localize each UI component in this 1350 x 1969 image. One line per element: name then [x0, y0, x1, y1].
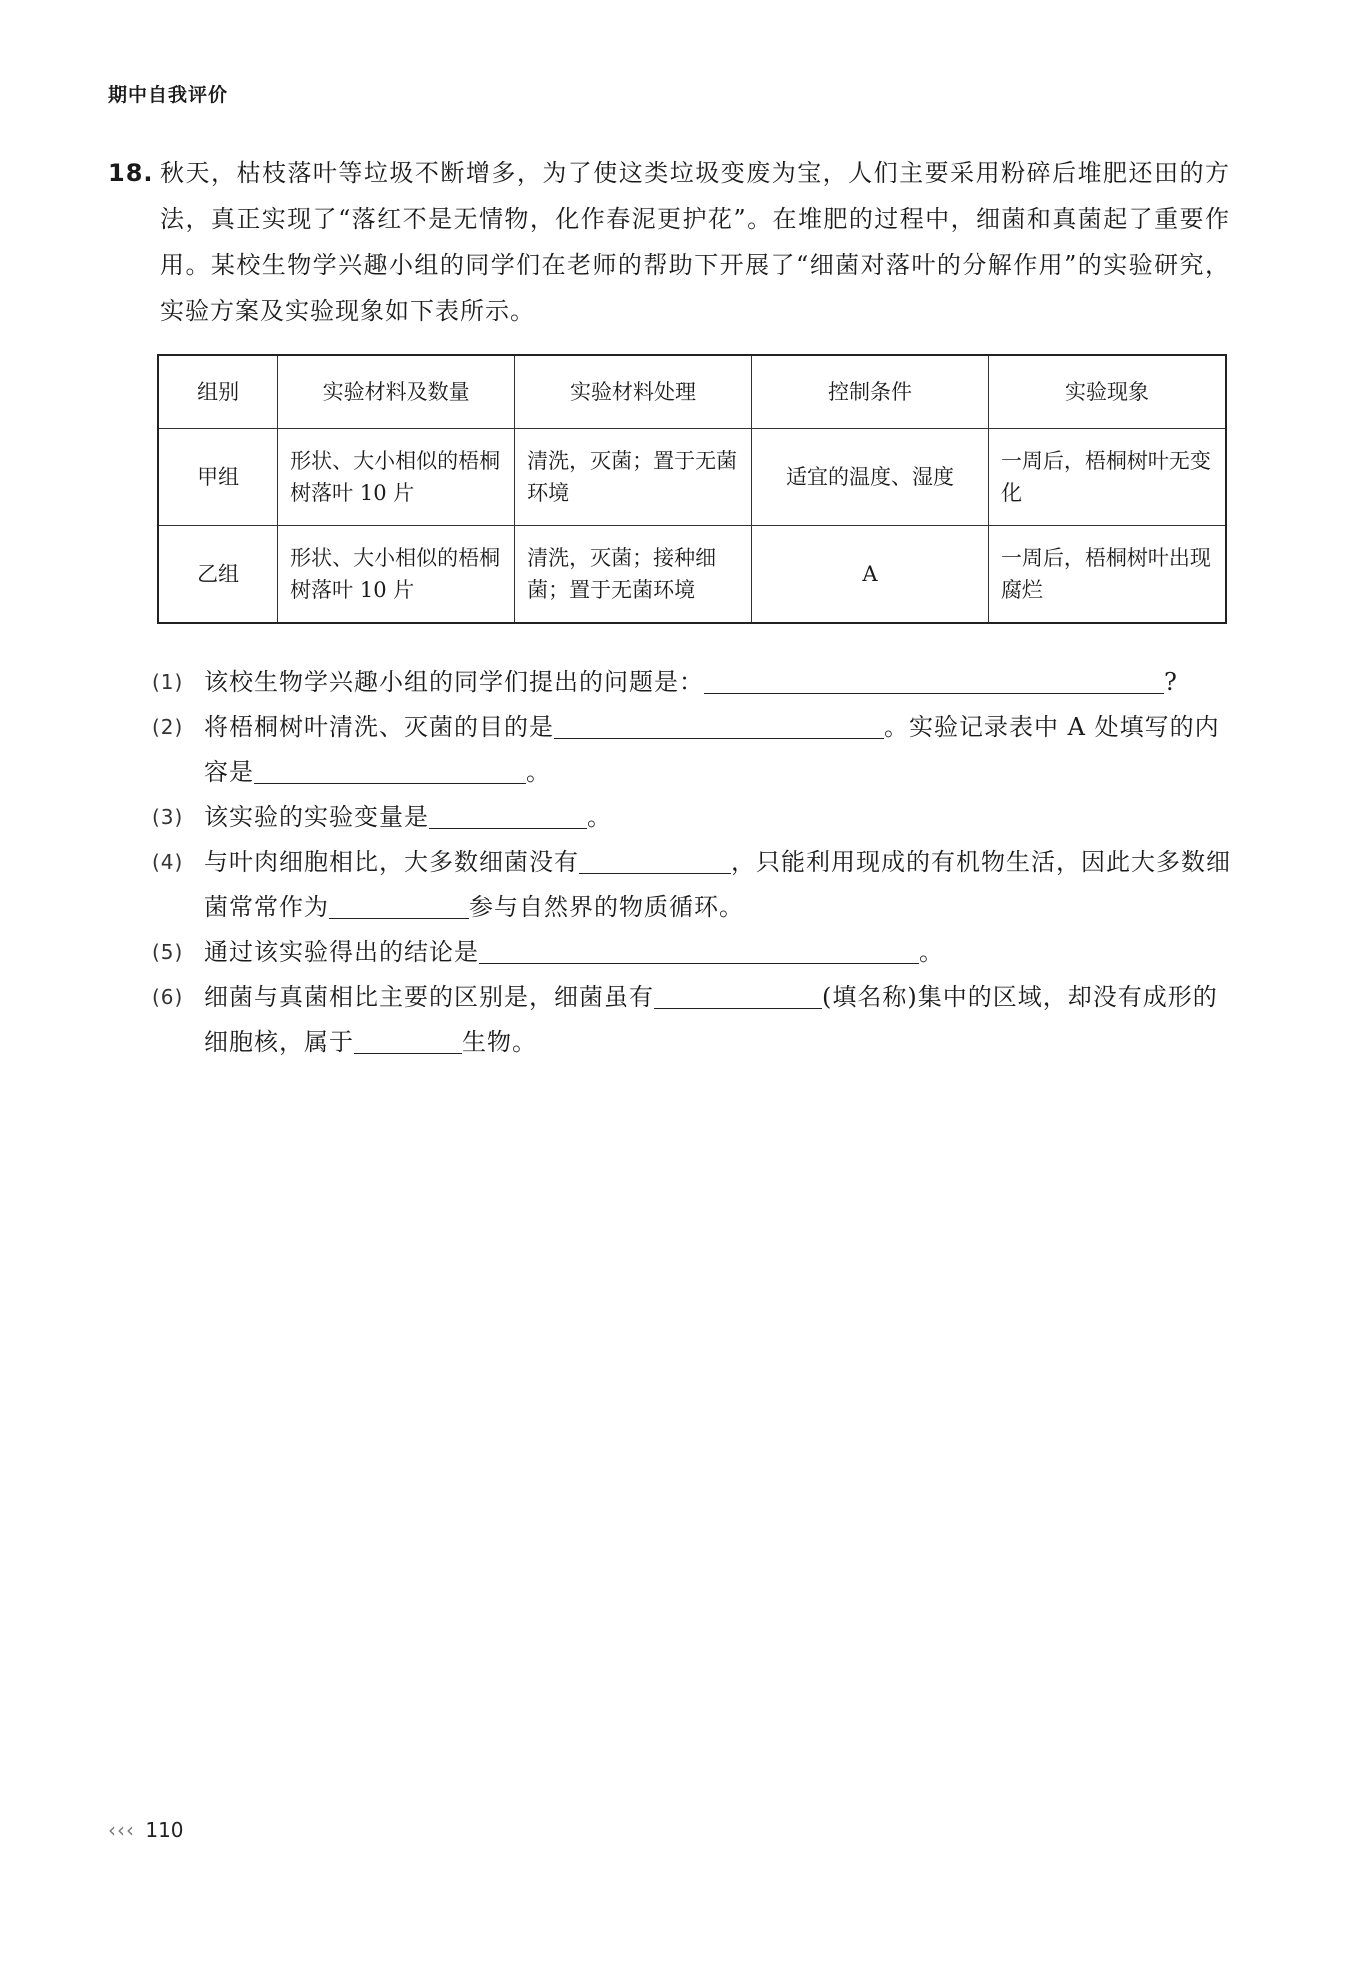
cell-phenomenon: 一周后，梧桐树叶无变化 [988, 429, 1226, 526]
cell-condition: 适宜的温度、湿度 [752, 429, 989, 526]
header-phenomenon: 实验现象 [988, 355, 1226, 429]
cell-condition: A [752, 526, 989, 624]
page-header-title: 期中自我评价 [108, 84, 229, 106]
subquestion-text: 通过该实验得出的结论是 [204, 938, 479, 966]
chevron-left-icon: ‹‹‹ [108, 1818, 135, 1842]
question-18 [108, 150, 1230, 334]
subquestion-1 [152, 660, 1232, 705]
table-row [158, 526, 1226, 624]
subquestion-text: 该实验的实验变量是 [204, 803, 429, 831]
subquestion-3 [152, 795, 1232, 840]
table-header-row [158, 355, 1226, 429]
header-group: 组别 [158, 355, 278, 429]
subquestion-text: (填名称)集中的区域，却没有成形的细胞核，属于 [204, 983, 1218, 1056]
subquestion-end: 。 [919, 938, 944, 966]
question-number: 18. [108, 159, 154, 187]
page-number: 110 [145, 1818, 184, 1842]
subquestion-end: 。 [587, 803, 612, 831]
subquestion-text: 生物。 [462, 1028, 537, 1056]
table-row [158, 429, 1226, 526]
cell-treatment: 清洗，灭菌；置于无菌环境 [515, 429, 752, 526]
header-material: 实验材料及数量 [278, 355, 515, 429]
cell-material: 形状、大小相似的梧桐树落叶 10 片 [278, 429, 515, 526]
subquestion-5 [152, 930, 1232, 975]
subquestion-text: 该校生物学兴趣小组的同学们提出的问题是： [204, 668, 704, 696]
cell-material: 形状、大小相似的梧桐树落叶 10 片 [278, 526, 515, 624]
subquestion-number: (2) [152, 715, 184, 739]
cell-group: 甲组 [158, 429, 278, 526]
subquestion-6 [152, 975, 1232, 1065]
subquestion-end: ? [1164, 668, 1178, 696]
subquestion-list [152, 660, 1232, 1065]
answer-blank[interactable] [579, 843, 731, 874]
cell-group: 乙组 [158, 526, 278, 624]
header-treatment: 实验材料处理 [515, 355, 752, 429]
subquestion-number: (1) [152, 670, 184, 694]
cell-phenomenon: 一周后，梧桐树叶出现腐烂 [988, 526, 1226, 624]
page-footer [108, 1818, 184, 1842]
cell-treatment: 清洗，灭菌；接种细菌；置于无菌环境 [515, 526, 752, 624]
subquestion-text: ，只能利用现成的有机物生活，因此大多数细菌常常作为 [204, 848, 1231, 921]
subquestion-number: (5) [152, 940, 184, 964]
subquestion-text: 细菌与真菌相比主要的区别是，细菌虽有 [204, 983, 654, 1011]
subquestion-2 [152, 705, 1232, 795]
subquestion-number: (4) [152, 850, 184, 874]
subquestion-text: 。实验记录表中 A 处填写的内容是 [204, 713, 1220, 786]
subquestion-end: 。 [526, 758, 551, 786]
subquestion-number: (3) [152, 805, 184, 829]
answer-blank[interactable] [254, 753, 526, 784]
answer-blank[interactable] [654, 978, 822, 1009]
question-stem: 秋天，枯枝落叶等垃圾不断增多，为了使这类垃圾变废为宝，人们主要采用粉碎后堆肥还田的方法，真正实现了“落红不是无情物，化作春泥更护花”。在堆肥的过程中，细菌和真菌起了重要作用。某校生物学兴趣小组的同学们在老师的帮助下开展了“细菌对落叶的分解作用”的实验研究，实验方案及实验现象如下表所示。 [160, 159, 1230, 325]
answer-blank[interactable] [479, 933, 919, 964]
answer-blank[interactable] [704, 663, 1164, 694]
answer-blank[interactable] [329, 888, 469, 919]
answer-blank[interactable] [354, 1023, 462, 1054]
subquestion-4 [152, 840, 1232, 930]
experiment-table [157, 354, 1227, 624]
subquestion-text: 将梧桐树叶清洗、灭菌的目的是 [204, 713, 554, 741]
answer-blank[interactable] [429, 798, 587, 829]
answer-blank[interactable] [554, 708, 884, 739]
subquestion-text: 参与自然界的物质循环。 [469, 893, 744, 921]
header-condition: 控制条件 [752, 355, 989, 429]
subquestion-number: (6) [152, 985, 184, 1009]
subquestion-text: 与叶肉细胞相比，大多数细菌没有 [204, 848, 579, 876]
